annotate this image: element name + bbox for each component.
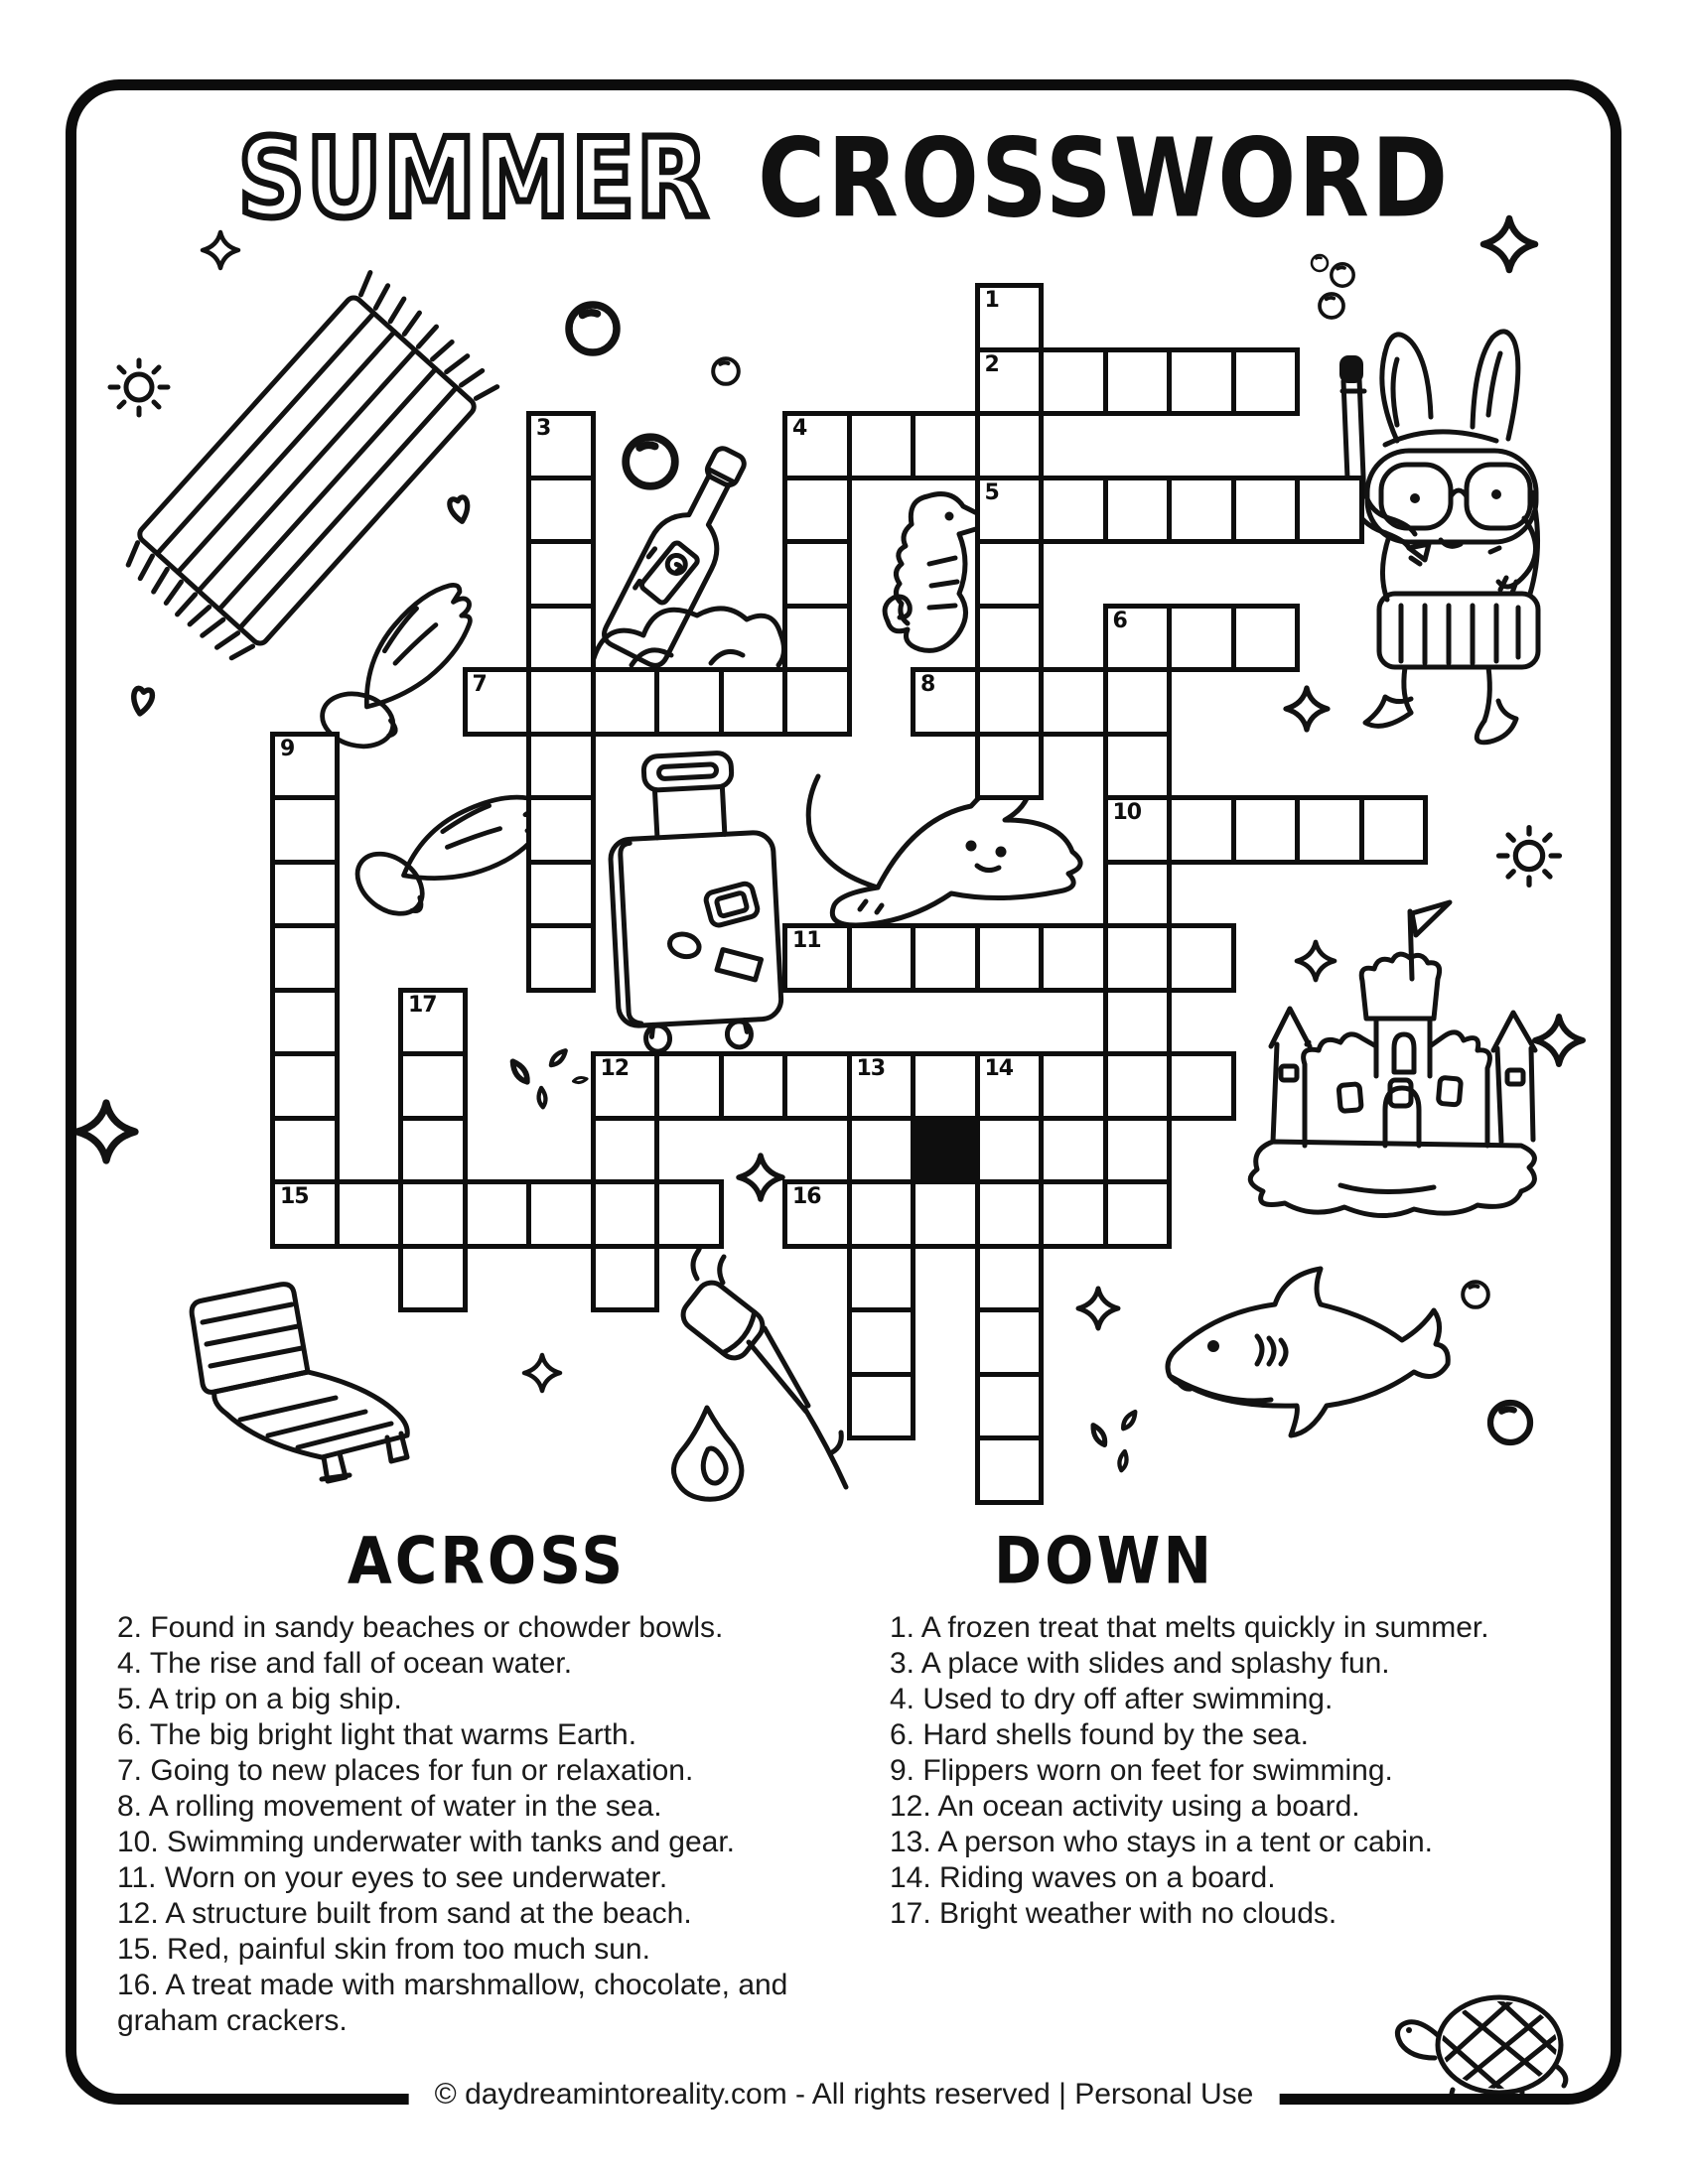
grid-cell-r3c8[interactable]	[782, 476, 852, 545]
across-clue-15: 15. Red, painful skin from too much sun.	[117, 1933, 650, 1966]
grid-cell-r6c10[interactable]	[911, 667, 980, 737]
clue-number-13: 13	[856, 1056, 886, 1081]
grid-cell-r1c13[interactable]	[1103, 347, 1173, 417]
grid-cell-r13c13[interactable]	[1103, 1116, 1173, 1185]
grid-cell-r14c1[interactable]	[335, 1179, 404, 1249]
grid-cell-r9c0[interactable]	[270, 860, 340, 929]
crossword-grid	[270, 283, 1428, 1505]
across-clue-8: 8. A rolling movement of water in the sea.	[117, 1790, 662, 1823]
grid-cell-r15c9[interactable]	[847, 1244, 916, 1313]
grid-cell-r6c7[interactable]	[719, 667, 788, 737]
grid-cell-r18c11[interactable]	[975, 1435, 1045, 1505]
grid-cell-r6c5[interactable]	[591, 667, 660, 737]
grid-cell-r17c9[interactable]	[847, 1372, 916, 1441]
grid-cell-r14c4[interactable]	[526, 1179, 596, 1249]
grid-cell-r7c11[interactable]	[975, 732, 1045, 801]
grid-cell-r2c10[interactable]	[911, 411, 980, 480]
clue-number-5: 5	[984, 479, 999, 505]
clue-number-1: 1	[984, 288, 999, 313]
grid-cell-r5c4[interactable]	[526, 604, 596, 673]
across-clue-7: 7. Going to new places for fun or relaxation.	[117, 1754, 694, 1787]
grid-cell-r11c2[interactable]	[398, 988, 468, 1057]
across-clue-6: 6. The big bright light that warms Earth.	[117, 1718, 637, 1751]
grid-cell-r14c6[interactable]	[654, 1179, 724, 1249]
grid-cell-r3c11[interactable]	[975, 476, 1045, 545]
grid-cell-r2c8[interactable]	[782, 411, 852, 480]
grid-cell-r7c13[interactable]	[1103, 732, 1173, 801]
down-clue-13: 13. A person who stays in a tent or cabin.	[890, 1826, 1434, 1858]
grid-cell-r13c2[interactable]	[398, 1116, 468, 1185]
down-clue-4: 4. Used to dry off after swimming.	[890, 1683, 1334, 1715]
grid-cell-r13c9[interactable]	[847, 1116, 916, 1185]
grid-cell-r12c9[interactable]	[847, 1051, 916, 1121]
grid-cell-r10c8[interactable]	[782, 923, 852, 993]
grid-cell-r1c12[interactable]	[1039, 347, 1108, 417]
grid-cell-r10c13[interactable]	[1103, 923, 1173, 993]
grid-cell-r2c11[interactable]	[975, 411, 1045, 480]
grid-cell-r8c17[interactable]	[1359, 795, 1429, 865]
grid-cell-r3c14[interactable]	[1167, 476, 1236, 545]
clue-number-6: 6	[1112, 608, 1127, 633]
across-clue-12: 12. A structure built from sand at the beach.	[117, 1897, 692, 1930]
clue-number-3: 3	[536, 416, 551, 441]
clue-number-16: 16	[792, 1184, 821, 1209]
grid-cell-r7c0[interactable]	[270, 732, 340, 801]
clue-number-11: 11	[792, 928, 821, 953]
grid-cell-r4c8[interactable]	[782, 539, 852, 609]
grid-cell-r5c15[interactable]	[1231, 604, 1301, 673]
grid-cell-r6c3[interactable]	[463, 667, 532, 737]
grid-cell-r14c13[interactable]	[1103, 1179, 1173, 1249]
grid-cell-r6c13[interactable]	[1103, 667, 1173, 737]
grid-cell-r13c11[interactable]	[975, 1116, 1045, 1185]
grid-cell-r12c0[interactable]	[270, 1051, 340, 1121]
page-title	[0, 115, 1688, 241]
grid-cell-r3c12[interactable]	[1039, 476, 1108, 545]
grid-cell-r14c0[interactable]	[270, 1179, 340, 1249]
grid-cell-r3c16[interactable]	[1295, 476, 1364, 545]
grid-cell-r11c13[interactable]	[1103, 988, 1173, 1057]
grid-cell-r14c5[interactable]	[591, 1179, 660, 1249]
grid-cell-r16c9[interactable]	[847, 1307, 916, 1377]
grid-cell-r8c16[interactable]	[1295, 795, 1364, 865]
grid-cell-r10c11[interactable]	[975, 923, 1045, 993]
grid-cell-r5c13[interactable]	[1103, 604, 1173, 673]
grid-cell-r10c9[interactable]	[847, 923, 916, 993]
title-word-summer: SUMMER	[237, 115, 710, 242]
grid-cell-r14c8[interactable]	[782, 1179, 852, 1249]
grid-cell-r12c12[interactable]	[1039, 1051, 1108, 1121]
grid-cell-r3c15[interactable]	[1231, 476, 1301, 545]
grid-cell-r12c10[interactable]	[911, 1051, 980, 1121]
grid-cell-r10c14[interactable]	[1167, 923, 1236, 993]
across-clue-4: 4. The rise and fall of ocean water.	[117, 1647, 573, 1680]
grid-cell-r12c7[interactable]	[719, 1051, 788, 1121]
clue-number-10: 10	[1112, 800, 1142, 825]
grid-cell-r16c11[interactable]	[975, 1307, 1045, 1377]
grid-cell-r0c11[interactable]	[975, 283, 1045, 352]
grid-cell-r5c11[interactable]	[975, 604, 1045, 673]
down-clue-9: 9. Flippers worn on feet for swimming.	[890, 1754, 1393, 1787]
grid-cell-r1c14[interactable]	[1167, 347, 1236, 417]
grid-cell-r8c4[interactable]	[526, 795, 596, 865]
grid-cell-r17c11[interactable]	[975, 1372, 1045, 1441]
grid-cell-r6c8[interactable]	[782, 667, 852, 737]
clue-number-8: 8	[920, 672, 935, 697]
down-clue-17: 17. Bright weather with no clouds.	[890, 1897, 1337, 1930]
grid-cell-r6c4[interactable]	[526, 667, 596, 737]
grid-cell-r12c8[interactable]	[782, 1051, 852, 1121]
grid-cell-r2c4[interactable]	[526, 411, 596, 480]
grid-cell-r12c6[interactable]	[654, 1051, 724, 1121]
grid-cell-r12c13[interactable]	[1103, 1051, 1173, 1121]
grid-cell-r4c11[interactable]	[975, 539, 1045, 609]
down-clue-list	[890, 1610, 1495, 1932]
grid-cell-r3c13[interactable]	[1103, 476, 1173, 545]
grid-cell-r8c13[interactable]	[1103, 795, 1173, 865]
across-clue-11: 11. Worn on your eyes to see underwater.	[117, 1861, 668, 1894]
grid-cell-r6c12[interactable]	[1039, 667, 1108, 737]
grid-cell-r12c11[interactable]	[975, 1051, 1045, 1121]
grid-cell-r4c4[interactable]	[526, 539, 596, 609]
grid-cell-r10c12[interactable]	[1039, 923, 1108, 993]
grid-cell-r1c15[interactable]	[1231, 347, 1301, 417]
grid-cell-r8c15[interactable]	[1231, 795, 1301, 865]
clue-number-12: 12	[600, 1056, 630, 1081]
grid-cell-r15c11[interactable]	[975, 1244, 1045, 1313]
grid-cell-r13c5[interactable]	[591, 1116, 660, 1185]
grid-cell-r11c0[interactable]	[270, 988, 340, 1057]
grid-cell-r5c14[interactable]	[1167, 604, 1236, 673]
grid-cell-r5c8[interactable]	[782, 604, 852, 673]
clue-number-4: 4	[792, 416, 807, 441]
down-heading: DOWN	[994, 1523, 1214, 1599]
grid-cell-r9c4[interactable]	[526, 860, 596, 929]
across-clue-list	[117, 1610, 792, 2039]
grid-cell-r14c3[interactable]	[463, 1179, 532, 1249]
clue-number-14: 14	[984, 1056, 1014, 1081]
grid-cell-r8c14[interactable]	[1167, 795, 1236, 865]
grid-cell-r14c2[interactable]	[398, 1179, 468, 1249]
down-clue-1: 1. A frozen treat that melts quickly in summer.	[890, 1611, 1489, 1644]
grid-cell-r10c0[interactable]	[270, 923, 340, 993]
grid-cell-r7c4[interactable]	[526, 732, 596, 801]
grid-cell-r14c9[interactable]	[847, 1179, 916, 1249]
grid-cell-r3c4[interactable]	[526, 476, 596, 545]
grid-cell-r10c4[interactable]	[526, 923, 596, 993]
down-clue-14: 14. Riding waves on a board.	[890, 1861, 1276, 1894]
clue-number-15: 15	[280, 1184, 309, 1209]
grid-cell-r1c11[interactable]	[975, 347, 1045, 417]
grid-cell-r8c0[interactable]	[270, 795, 340, 865]
grid-cell-r12c5[interactable]	[591, 1051, 660, 1121]
down-clue-6: 6. Hard shells found by the sea.	[890, 1718, 1309, 1751]
grid-cell-r6c11[interactable]	[975, 667, 1045, 737]
clue-number-9: 9	[280, 736, 295, 761]
grid-cell-r12c2[interactable]	[398, 1051, 468, 1121]
across-clue-16: 16. A treat made with marshmallow, chocolate, and graham crackers.	[117, 1969, 788, 2037]
copyright-footer: © daydreamintoreality.com - All rights reserved | Personal Use	[409, 2073, 1280, 2116]
clue-number-17: 17	[408, 992, 437, 1018]
across-heading: ACROSS	[347, 1523, 627, 1599]
grid-cell-r2c9[interactable]	[847, 411, 916, 480]
grid-cell-r14c12[interactable]	[1039, 1179, 1108, 1249]
grid-cell-r6c6[interactable]	[654, 667, 724, 737]
grid-cell-r15c2[interactable]	[398, 1244, 468, 1313]
grid-cell-r12c14[interactable]	[1167, 1051, 1236, 1121]
across-clue-2: 2. Found in sandy beaches or chowder bowls.	[117, 1611, 724, 1644]
across-clue-10: 10. Swimming underwater with tanks and gear.	[117, 1826, 735, 1858]
down-clue-12: 12. An ocean activity using a board.	[890, 1790, 1360, 1823]
clue-number-2: 2	[984, 351, 999, 377]
grid-cell-r13c0[interactable]	[270, 1116, 340, 1185]
grid-cell-r14c11[interactable]	[975, 1179, 1045, 1249]
grid-cell-r10c10[interactable]	[911, 923, 980, 993]
title-word-crossword: CROSSWORD	[757, 115, 1451, 242]
grid-cell-r15c5[interactable]	[591, 1244, 660, 1313]
across-clue-5: 5. A trip on a big ship.	[117, 1683, 402, 1715]
grid-cell-r9c13[interactable]	[1103, 860, 1173, 929]
clue-number-7: 7	[472, 672, 487, 697]
grid-block-cell	[911, 1116, 980, 1185]
down-clue-3: 3. A place with slides and splashy fun.	[890, 1647, 1390, 1680]
grid-cell-r14c10[interactable]	[911, 1179, 980, 1249]
